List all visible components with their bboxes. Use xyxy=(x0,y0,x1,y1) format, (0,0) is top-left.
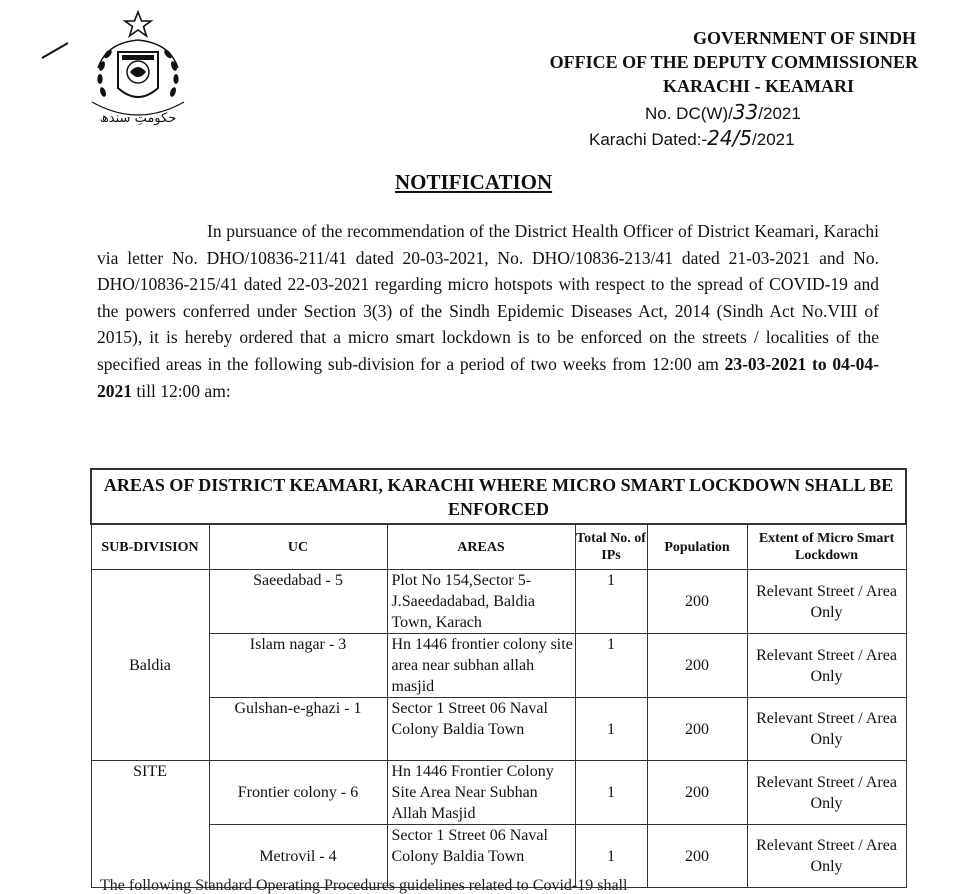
extent-cell: Relevant Street / Area Only xyxy=(747,634,906,698)
ips-cell: 1 xyxy=(575,570,647,634)
paragraph-text-2: till 12:00 am: xyxy=(132,380,231,401)
uc-cell: Metrovil - 4 xyxy=(209,825,387,888)
lockdown-areas-table xyxy=(90,468,907,888)
dated-suffix: /2021 xyxy=(752,130,795,149)
header-population: Population xyxy=(647,524,747,570)
sub-division-cell: SITE xyxy=(91,761,209,888)
reference-number xyxy=(645,100,801,124)
table-caption: AREAS OF DISTRICT KEAMARI, KARACHI WHERE MICRO SMART LOCKDOWN SHALL BE ENFORCED xyxy=(91,469,906,524)
office-line: OFFICE OF THE DEPUTY COMMISSIONER xyxy=(549,52,918,72)
uc-cell: Frontier colony - 6 xyxy=(209,761,387,825)
area-cell: Hn 1446 frontier colony site area near subhan allah masjid xyxy=(387,634,575,698)
district-line: KARACHI - KEAMARI xyxy=(663,76,854,96)
uc-cell: Islam nagar - 3 xyxy=(209,634,387,698)
table-row xyxy=(91,570,906,634)
emblem-text: حکومتِ سندھ xyxy=(99,111,177,126)
ips-cell: 1 xyxy=(575,634,647,698)
government-line: GOVERNMENT OF SINDH xyxy=(692,28,916,48)
population-cell: 200 xyxy=(647,761,747,825)
extent-cell: Relevant Street / Area Only xyxy=(747,825,906,888)
table-row xyxy=(91,698,906,761)
header-extent: Extent of Micro Smart Lockdown xyxy=(747,524,906,570)
notification-paragraph xyxy=(97,218,879,404)
header-ips: Total No. of IPs xyxy=(575,524,647,570)
uc-cell: Gulshan-e-ghazi - 1 xyxy=(209,698,387,761)
area-cell: Hn 1446 Frontier Colony Site Area Near Subhan Allah Masjid xyxy=(387,761,575,825)
table-row xyxy=(91,761,906,825)
ips-cell: 1 xyxy=(575,698,647,761)
header-uc: UC xyxy=(209,524,387,570)
table-row xyxy=(91,634,906,698)
extent-cell: Relevant Street / Area Only xyxy=(747,761,906,825)
dated-line xyxy=(589,126,795,150)
sub-division-cell: Baldia xyxy=(91,570,209,761)
pen-stroke-mark xyxy=(40,40,70,60)
sindh-government-emblem xyxy=(78,10,198,140)
population-cell: 200 xyxy=(647,825,747,888)
office-heading xyxy=(550,26,918,98)
ips-cell: 1 xyxy=(575,825,647,888)
dated-handwritten: 24/5 xyxy=(707,126,753,150)
area-cell: Sector 1 Street 06 Naval Colony Baldia Town xyxy=(387,698,575,761)
area-cell: Plot No 154,Sector 5-J.Saeedadabad, Baldia Town, Karach xyxy=(387,570,575,634)
extent-cell: Relevant Street / Area Only xyxy=(747,570,906,634)
paragraph-text-1: In pursuance of the recommendation of the District Health Officer of District Keamari, Karachi via letter No. DHO/10836-211/41 dated 20-03-2021, No. DHO/10836-213/41 dated 21-03-2021 and No. DHO/10836-215/41 dated 22-03-2021 regarding micro hotspots with respect to the spread of COVID-19 and the powers conferred under Section 3(3) of the Sindh Epidemic Diseases Act, 2014 (Sindh Act No.VIII of 2015), it is hereby ordered that a micro smart lockdown is to be enforced on the streets / localities of the specified areas in the following sub-division for a period of two weeks from 12:00 am xyxy=(97,221,879,374)
ips-cell: 1 xyxy=(575,761,647,825)
uc-cell: Saeedabad - 5 xyxy=(209,570,387,634)
cut-off-footer-text: The following Standard Operating Procedures guidelines related to Covid-19 shall xyxy=(100,877,628,894)
reference-suffix: /2021 xyxy=(758,104,801,123)
dated-prefix: Karachi Dated:- xyxy=(589,130,708,149)
paragraph-bold-dates: 23-03-2021 to 04-04-2021 xyxy=(97,353,879,401)
population-cell: 200 xyxy=(647,634,747,698)
header-areas: AREAS xyxy=(387,524,575,570)
header-sub-division: SUB-DIVISION xyxy=(91,524,209,570)
reference-handwritten-number: 33 xyxy=(732,100,759,124)
area-cell: Sector 1 Street 06 Naval Colony Baldia Town xyxy=(387,825,575,888)
population-cell: 200 xyxy=(647,698,747,761)
reference-prefix: No. DC(W)/ xyxy=(645,104,733,123)
notification-title: NOTIFICATION xyxy=(395,170,553,194)
extent-cell: Relevant Street / Area Only xyxy=(747,698,906,761)
population-cell: 200 xyxy=(647,570,747,634)
